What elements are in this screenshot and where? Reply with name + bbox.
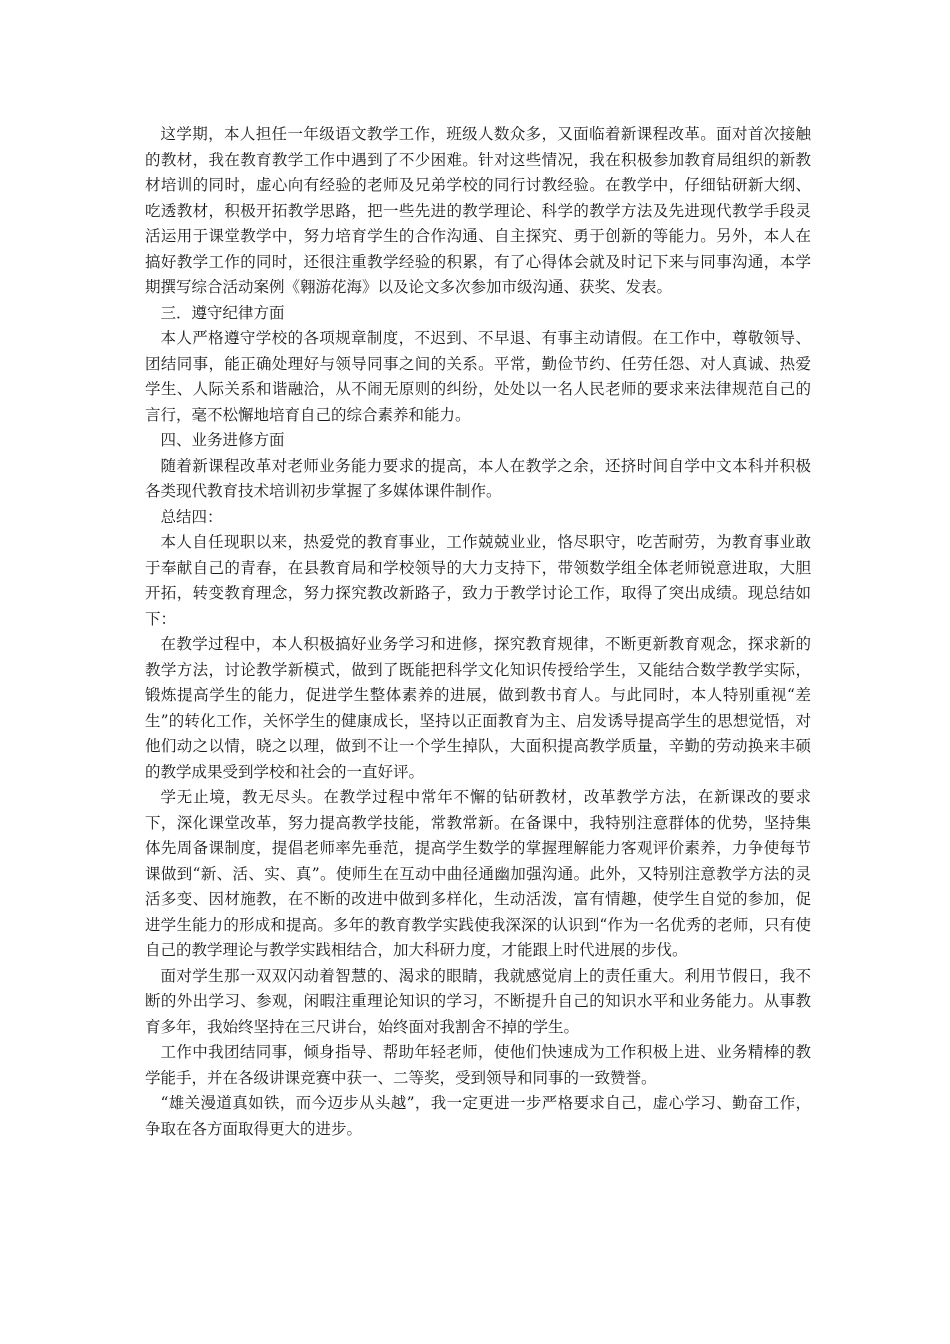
paragraph-discipline: 本人严格遵守学校的各项规章制度，不迟到、不早退、有事主动请假。在工作中，尊敬领导、团结同事，能正确处理好与领导同事之间的关系。平常，勤俭节约、任劳任怨、对人真诚、热爱学生、人际关系和谐融洽，从不闹无原则的纠纷，处处以一名人民老师的要求来法律规范自己的言行，毫不松懈地培育自己的综合素养和能力。 [145,329,811,424]
heading-professional-study: 四、业务进修方面 [160,431,285,449]
paragraph-closing: “雄关漫道真如铁，而今迈步从头越”，我一定更进一步严格要求自己，虚心学习、勤奋工作，争取在各方面取得更大的进步。 [145,1094,811,1138]
heading-summary-four: 总结四： [160,507,223,526]
paragraph-professional-study: 随着新课程改革对老师业务能力要求的提高，本人在教学之余，还挤时间自学中文本科并积极各类现代教育技术培训初步掌握了多媒体课件制作。 [145,456,811,500]
paragraph-teaching-work: 这学期，本人担任一年级语文教学工作，班级人数众多，又面临着新课程改革。面对首次接触的教材，我在教育教学工作中遇到了不少困难。针对这些情况，我在积极参加教育局组织的新教材培训的同时，虚心向有经验的老师及兄弟学校的同行讨教经验。在教学中，仔细钻研新大纲、吃透教材，积极开拓教学思路，把一些先进的教学理论、科学的教学方法及先进现代教学手段灵活运用于课堂教学中，努力培育学生的合作沟通、自主探究、勇于创新的等能力。另外，本人在搞好教学工作的同时，还很注重教学经验的积累，有了心得体会就及时记下来与同事沟通，本学期撰写综合活动案例《翱游花海》以及论文多次参加市级沟通、获奖、发表。 [145,125,811,296]
document-body [145,122,811,1142]
paragraph-summary-intro: 本人自任现职以来，热爱党的教育事业，工作兢兢业业，恪尽职守，吃苦耐劳，为教育事业敢于奉献自己的青春，在县教育局和学校领导的大力支持下，带领数学组全体老师锐意进取，大胆开拓，转变教育理念，努力探究教改新路子，致力于教学讨论工作，取得了突出成绩。现总结如下： [145,533,811,628]
paragraph-teaching-process: 在教学过程中，本人积极搞好业务学习和进修，探究教育规律，不断更新教育观念，探求新的教学方法，讨论教学新模式，做到了既能把科学文化知识传授给学生，又能结合数学教学实际，锻炼提高学生的能力，促进学生整体素养的进展，做到教书育人。与此同时，本人特别重视“差生”的转化工作，关怀学生的健康成长，坚持以正面教育为主、启发诱导提高学生的思想觉悟，对他们动之以情，晓之以理，做到不让一个学生掉队，大面积提高教学质量，辛勤的劳动换来丰硕的教学成果受到学校和社会的一直好评。 [145,635,811,781]
heading-discipline: 三．遵守纪律方面 [160,303,285,322]
paragraph-colleagues: 工作中我团结同事，倾身指导、帮助年轻老师，使他们快速成为工作积极上进、业务精棒的教学能手，并在各级讲课竞赛中获一、二等奖，受到领导和同事的一致赞誉。 [145,1043,811,1087]
paragraph-endless-learning: 学无止境，教无尽头。在教学过程中常年不懈的钻研教材，改革教学方法，在新课改的要求下，深化课堂改革，努力提高教学技能，常教常新。在备课中，我特别注意群体的优势，坚持集体先周备课制度，提倡老师率先垂范，提高学生数学的掌握理解能力客观评价素养，力争使每节课做到“新、活、实、真”。使师生在互动中曲径通幽加强沟通。此外，又特别注意教学方法的灵活多变、因材施教，在不断的改进中做到多样化，生动活泼，富有情趣，使学生自觉的参加，促进学生能力的形成和提高。多年的教育教学实践使我深深的认识到“作为一名优秀的老师，只有使自己的教学理论与教学实践相结合，加大科研力度，才能跟上时代进展的步伐。 [145,788,811,959]
paragraph-responsibility: 面对学生那一双双闪动着智慧的、渴求的眼睛，我就感觉肩上的责任重大。利用节假日，我不断的外出学习、参观，闲暇注重理论知识的学习，不断提升自己的知识水平和业务能力。从事教育多年，我始终坚持在三尺讲台，始终面对我割舍不掉的学生。 [145,966,811,1036]
